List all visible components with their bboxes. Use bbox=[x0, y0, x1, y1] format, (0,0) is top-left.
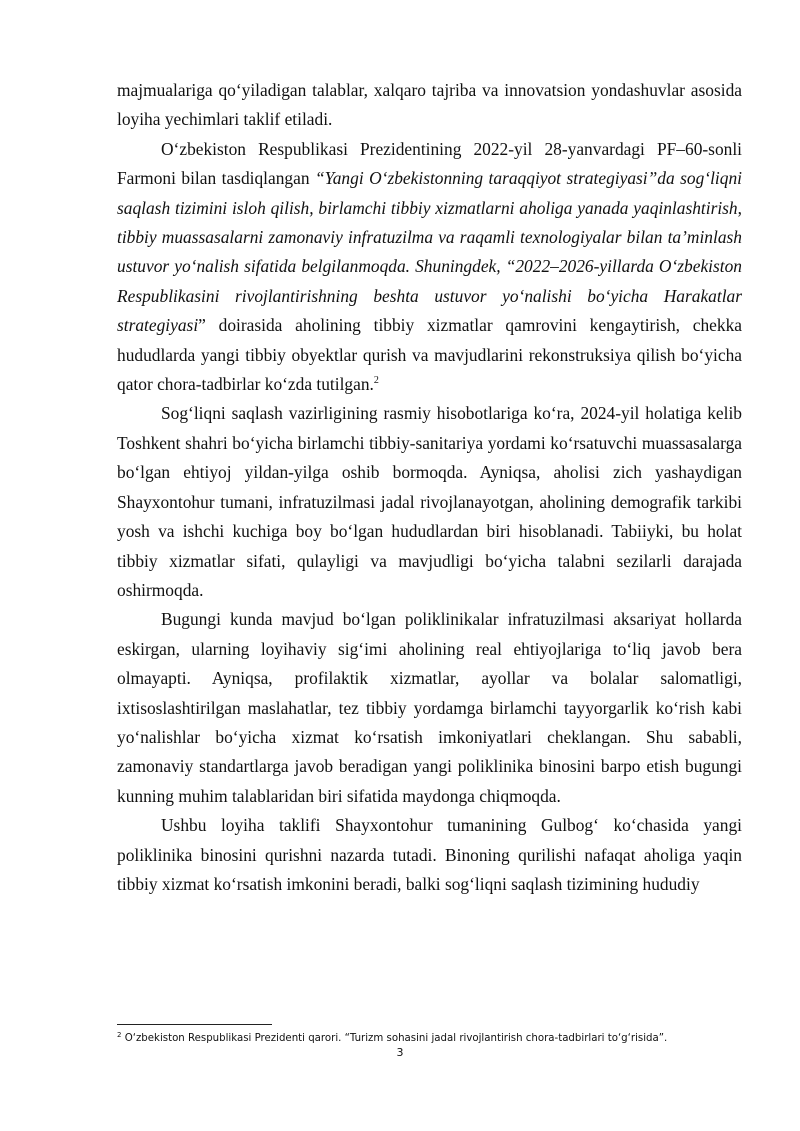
page-number: 3 bbox=[396, 1046, 404, 1059]
footnote-marker: 2 bbox=[117, 1031, 122, 1039]
paragraph-3: Sog‘liqni saqlash vazirligining rasmiy hisobotlariga ko‘ra, 2024-yil holatiga kelib Toshkent shahri bo‘yicha birlamchi tibbiy-sanitariya yordami ko‘rsatuvchi muassasalarga bo‘lgan ehtiyoj yildan-yilga oshib bormoqda. Ayniqsa, aholisi zich yashaydigan Shayxontohur tumani, infratuzilmasi jadal rivojlanayotgan, aholining demografik tarkibi yosh va ishchi kuchiga boy bo‘lgan hududlardan biri hisoblanadi. Tabiiyki, bu holat tibbiy xizmatlar sifati, qulayligi va mavjudligi bo‘yicha talabni sezilarli darajada oshirmoqda. bbox=[117, 403, 742, 600]
paragraph-2-tail: ” doirasida aholining tibbiy xizmatlar qamrovini kengaytirish, chekka hududlarda yangi tibbiy obyektlar qurish va mavjudlarini rekonstruksiya qilish bo‘yicha qator chora-tadbirlar ko‘zda tutilgan. bbox=[117, 315, 742, 395]
strategy-text-italic: tibbiy muassasalarni zamonaviy infratuzilma va raqamli texnologiyalar bilan ta’minlash ustuvor yo‘nalish sifatida belgilanmoqda. Shuningdek, “2022–2026-yillarda O‘zbekiston Respublikasini rivojlantirishning beshta ustuvor yo‘nalishi bo‘yicha Harakatlar strategiyasi bbox=[117, 227, 742, 336]
footnote-divider bbox=[117, 1024, 272, 1025]
paragraph-2-comma: , bbox=[737, 197, 742, 218]
strategy-title-italic: “Yangi O‘zbekistonning taraqqiyot strategiyasi”da sog‘liqni saqlash tizimini isloh qilish, birlamchi tibbiy xizmatlarni aholiga yanada yaqinlashtirish bbox=[117, 168, 742, 218]
footnote-text: O‘zbekiston Respublikasi Prezidenti qarori. “Turizm sohasini jadal rivojlantirish chora-tadbirlari to‘g‘risida”. bbox=[121, 1033, 668, 1044]
footnote-reference: 2 bbox=[373, 375, 379, 387]
paragraph-2-lead: O‘zbekiston Respublikasi Prezidentining 2022-yil 28-yanvardagi PF–60-sonli Farmoni bilan tasdiqlangan bbox=[117, 138, 742, 189]
paragraph-4: Bugungi kunda mavjud bo‘lgan poliklinikalar infratuzilmasi aksariyat hollarda eskirgan, ularning loyihaviy sig‘imi aholining real ehtiyojlariga to‘liq javob bera olmayapti. Ayniqsa, profilaktik xizmatlar, ayollar va bolalar salomatligi, ixtisoslashtirilgan maslahatlar, tez tibbiy yordamga birlamchi tayyorgarlik ko‘rish kabi yo‘nalishlar bo‘yicha xizmat ko‘rsatish imkoniyatlari cheklangan. Shu sababli, zamonaviy standartlarga javob beradigan yangi poliklinika binosini barpo etish bugungi kunning muhim talablaridan biri sifatida maydonga chiqmoqda. bbox=[117, 609, 742, 806]
paragraph-5: Ushbu loyiha taklifi Shayxontohur tumanining Gulbog‘ ko‘chasida yangi poliklinika binosini qurishni nazarda tutadi. Binoning qurilishi nafaqat aholiga yaqin tibbiy xizmat ko‘rsatish imkonini beradi, balki sog‘liqni saqlash tizimining hududiy bbox=[117, 815, 742, 894]
paragraph-1: majmualariga qo‘yiladigan talablar, xalqaro tajriba va innovatsion yondashuvlar asosida loyiha yechimlari taklif etiladi. bbox=[117, 80, 742, 130]
paragraph-2 bbox=[117, 135, 742, 400]
body-text bbox=[117, 76, 742, 899]
footnote bbox=[117, 1032, 757, 1046]
